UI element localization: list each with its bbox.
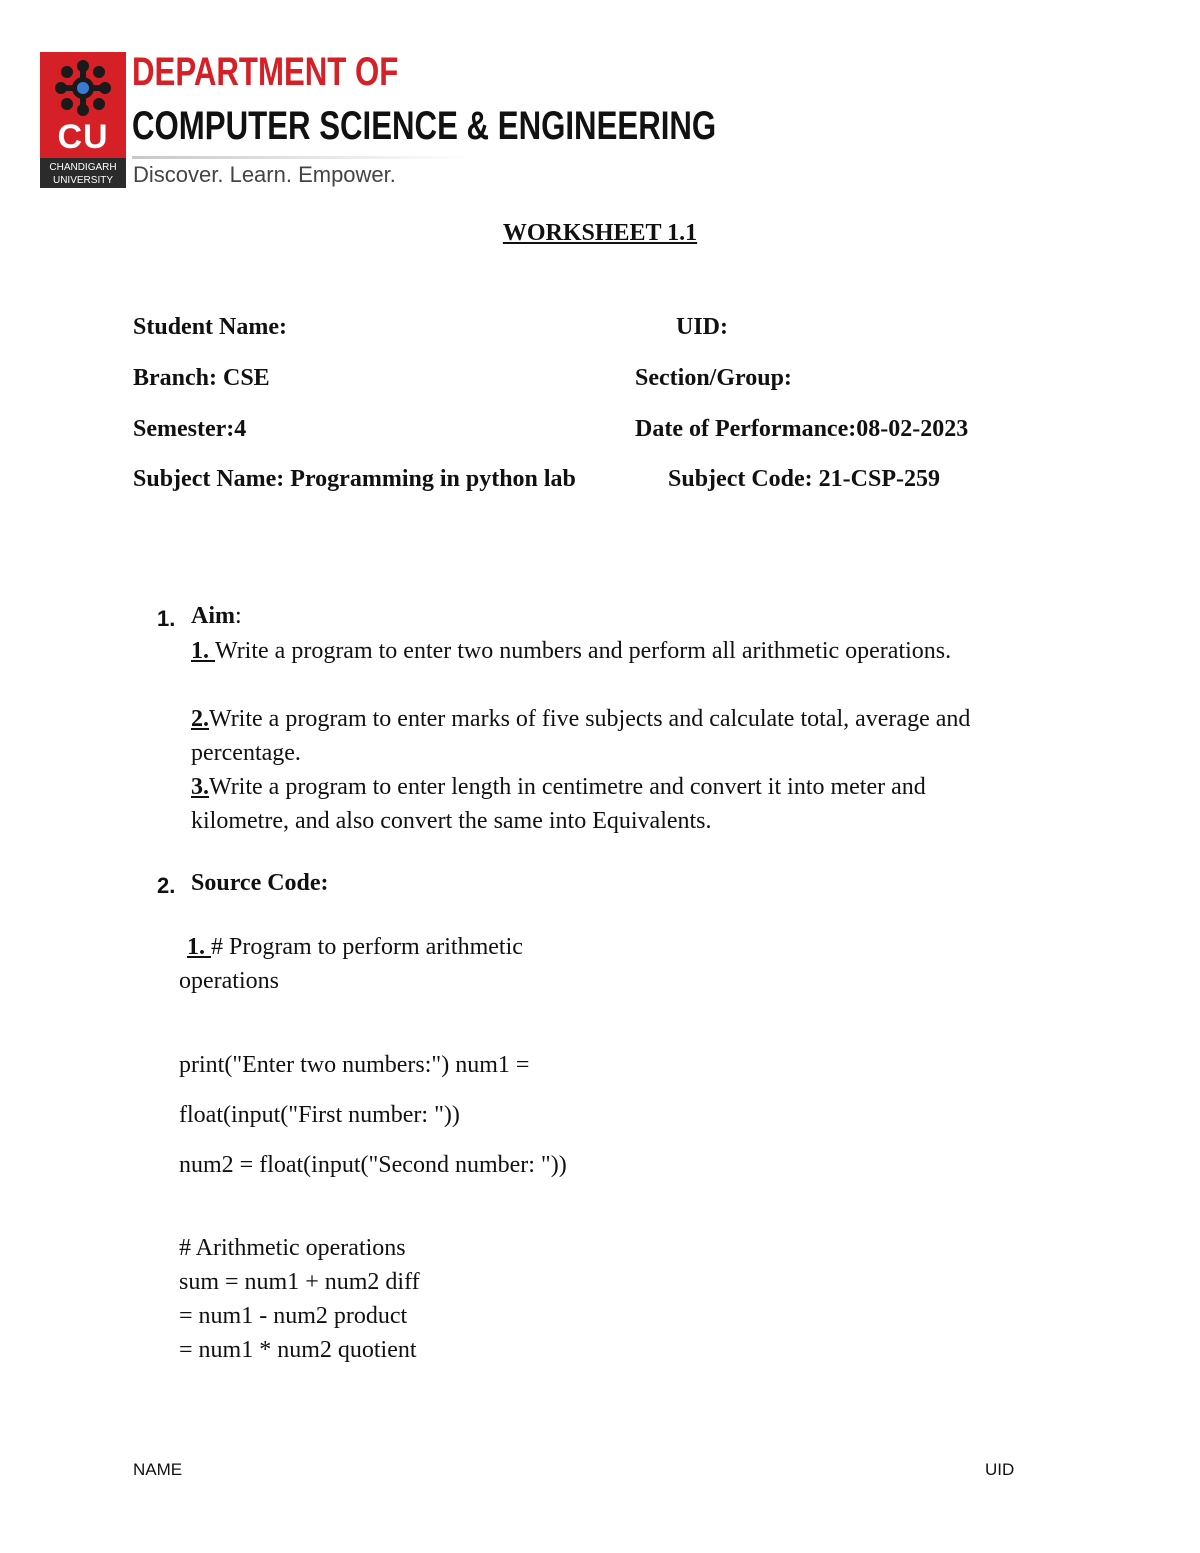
code-comment-line-1: 1. # Program to perform arithmetic bbox=[187, 934, 523, 960]
code-line: = num1 - num2 product bbox=[179, 1303, 408, 1329]
aim-number: 1. bbox=[157, 606, 176, 631]
code-line: # Arithmetic operations bbox=[179, 1235, 406, 1261]
code-comment-line-2: operations bbox=[179, 968, 279, 994]
department-line-2: COMPUTER SCIENCE & ENGINEERING bbox=[132, 104, 717, 148]
worksheet-title: WORKSHEET 1.1 bbox=[502, 220, 698, 246]
footer-uid: UID bbox=[985, 1460, 1015, 1479]
tagline: Discover. Learn. Empower. bbox=[133, 162, 396, 187]
header-divider bbox=[132, 156, 472, 159]
date-of-performance-label: Date of Performance:08-02-2023 bbox=[635, 416, 969, 442]
branch-label: Branch: CSE bbox=[133, 365, 270, 391]
student-name-label: Student Name: bbox=[133, 314, 287, 340]
section-group-label: Section/Group: bbox=[635, 365, 792, 391]
source-code-heading: Source Code: bbox=[191, 870, 329, 896]
semester-label: Semester:4 bbox=[133, 416, 247, 442]
uid-label: UID: bbox=[676, 314, 728, 340]
aim-item-2: 2.Write a program to enter marks of five subjects and calculate total, average and percentage. bbox=[191, 706, 971, 766]
department-line-1: DEPARTMENT OF bbox=[132, 50, 399, 94]
university-logo bbox=[40, 52, 126, 188]
aim-heading: Aim: bbox=[191, 603, 242, 629]
emblem-icon bbox=[53, 58, 113, 118]
code-line: = num1 * num2 quotient bbox=[179, 1337, 417, 1363]
subject-name-label: Subject Name: Programming in python lab bbox=[133, 466, 576, 492]
code-line: sum = num1 + num2 diff bbox=[179, 1269, 420, 1295]
footer-name: NAME bbox=[133, 1460, 183, 1479]
logo-university-text: CHANDIGARH UNIVERSITY bbox=[40, 158, 126, 188]
code-line: float(input("First number: ")) bbox=[179, 1102, 460, 1128]
aim-item-3: 3.Write a program to enter length in centimetre and convert it into meter and kilometre, and also convert the same into Equivalents. bbox=[191, 774, 926, 834]
source-code-number: 2. bbox=[157, 873, 176, 898]
code-line: num2 = float(input("Second number: ")) bbox=[179, 1152, 567, 1178]
code-line: print("Enter two numbers:") num1 = bbox=[179, 1052, 530, 1078]
logo-cu-text: CU bbox=[57, 118, 109, 156]
subject-code-label: Subject Code: 21-CSP-259 bbox=[668, 466, 940, 492]
aim-item-1: 1. Write a program to enter two numbers and perform all arithmetic operations. bbox=[191, 638, 952, 664]
